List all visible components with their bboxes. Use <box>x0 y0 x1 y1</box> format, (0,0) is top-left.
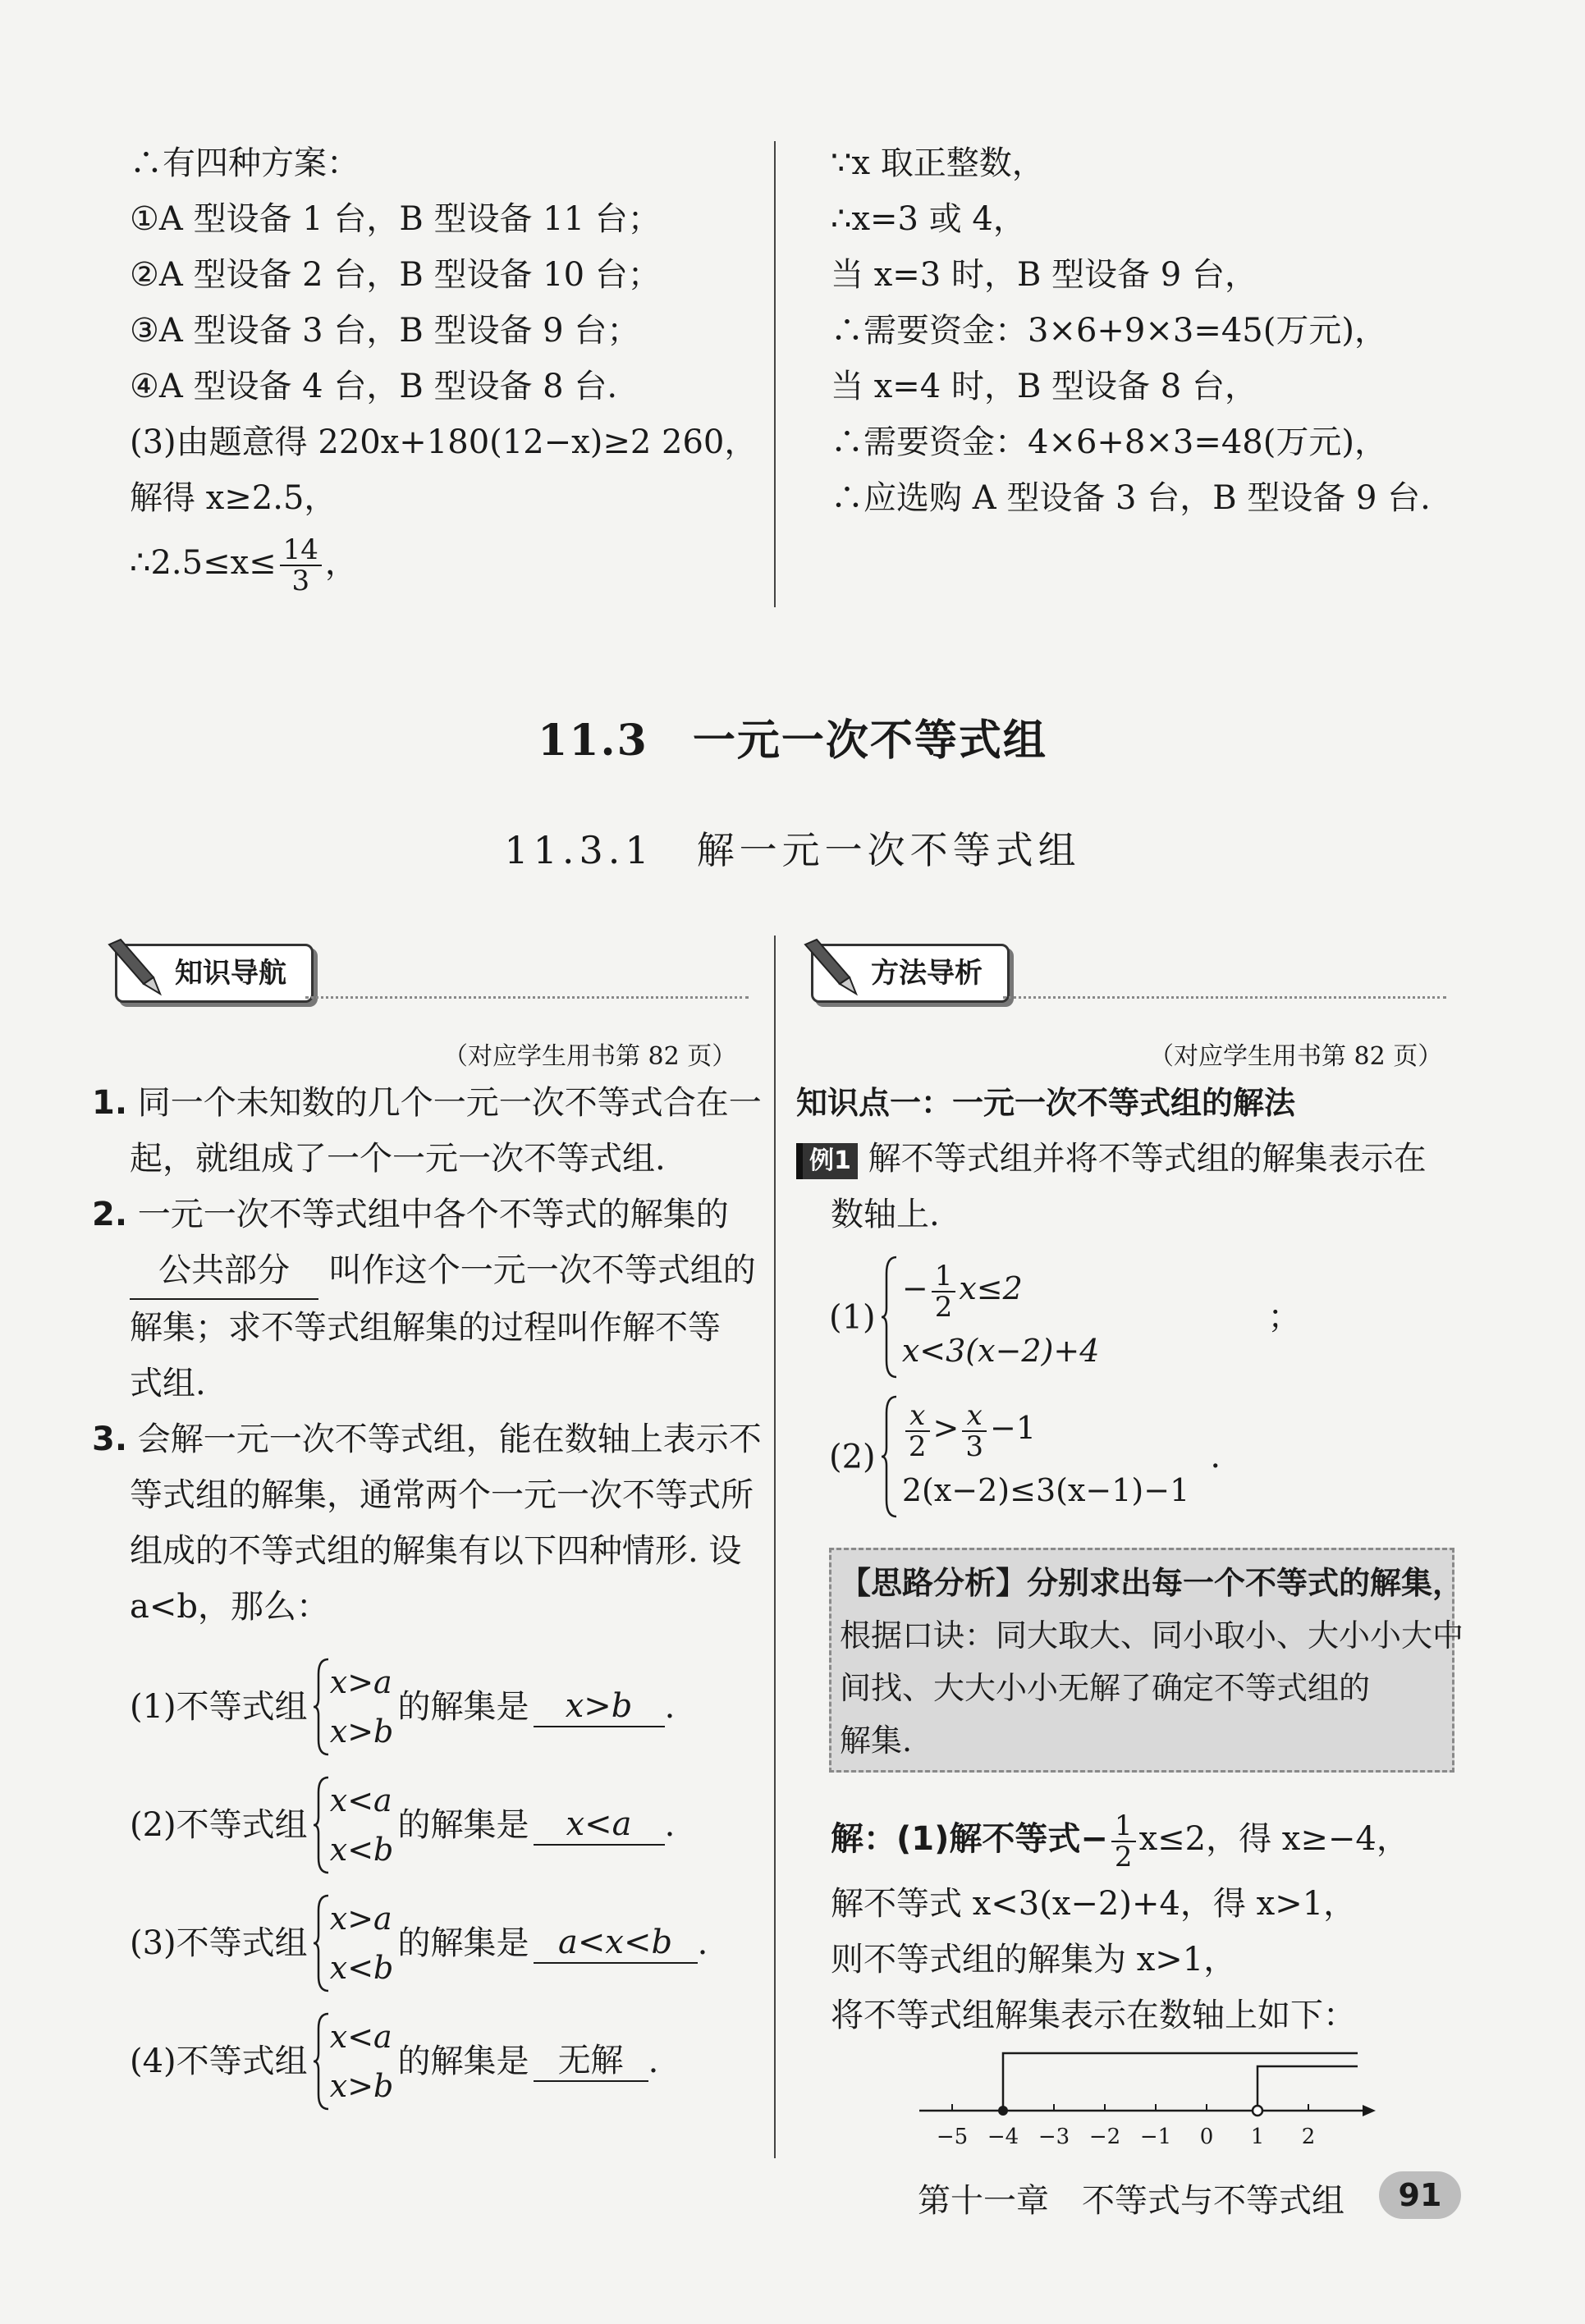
system-rows <box>330 2012 394 2111</box>
text-line: 等式组的解集，通常两个一元一次不等式所 <box>130 1476 754 1514</box>
system-rows <box>330 1894 394 1992</box>
text-line: ∵x 取正整数， <box>831 144 1045 182</box>
system-rows <box>330 1658 394 1756</box>
answer-blank: a<x<b <box>534 1923 698 1964</box>
text-line: 解得 x≥2.5， <box>130 479 337 517</box>
arrow-icon <box>1363 2105 1376 2116</box>
numerator: 1 <box>932 1261 956 1292</box>
tick-label: 2 <box>1301 2125 1316 2149</box>
solution-line-x-gt-1 <box>1257 2066 1358 2111</box>
denominator: 2 <box>934 1290 953 1324</box>
case-label: (3)不等式组 <box>130 1924 308 1962</box>
page-reference: （对应学生用书第 82 页） <box>443 1042 737 1071</box>
text: 叫作这个一元一次不等式组的 <box>328 1251 756 1289</box>
numerator: x <box>962 1401 987 1432</box>
inequality: x>a <box>329 1664 392 1700</box>
knowledge-list <box>92 1075 762 1635</box>
subsection-title: 11.3.1 解一元一次不等式组 <box>504 828 1081 872</box>
numerator: x <box>905 1401 930 1432</box>
text: 一元一次不等式组中各个不等式的解集的 <box>137 1196 729 1233</box>
text: . <box>1210 1438 1221 1476</box>
case-item <box>130 1776 708 1894</box>
inequality: x>b <box>329 2068 394 2104</box>
brace-icon <box>312 2012 330 2111</box>
text-line: a<b，那么： <box>130 1588 329 1626</box>
inequality: x<3(x−2)+4 <box>901 1332 1100 1369</box>
item-number: 3. <box>92 1420 128 1458</box>
solution-line: 则不等式组的解集为 x>1， <box>831 1941 1237 1979</box>
pen-icon <box>103 935 168 1000</box>
text: x≤2 <box>959 1270 1023 1306</box>
text-line: 解集；求不等式组解集的过程叫作解不等 <box>130 1309 721 1347</box>
dotted-rule <box>1003 996 1446 999</box>
solution <box>831 1802 1409 2043</box>
text-line: ∴需要资金：3×6+9×3=45(万元)， <box>831 312 1387 350</box>
answer-blank: 公共部分 <box>130 1242 318 1300</box>
text-line: 当 x=4 时，B 型设备 8 台， <box>831 368 1257 405</box>
text: . <box>664 1688 676 1726</box>
text-line: ∴有四种方案： <box>130 144 360 182</box>
badge-label: 方法导析 <box>871 957 983 990</box>
inequality <box>902 1395 1189 1462</box>
analysis-text: 【思路分析】分别求出每一个不等式的解集， <box>840 1565 1464 1601</box>
text-line: 起，就组成了一个一元一次不等式组. <box>130 1140 666 1178</box>
text-line: 组成的不等式组的解集有以下四种情形. 设 <box>130 1532 742 1570</box>
inequality: x>a <box>329 1901 392 1937</box>
column-divider-top <box>774 141 776 607</box>
text: . <box>697 1924 708 1962</box>
open-point <box>1253 2106 1262 2116</box>
case-label: (2)不等式组 <box>130 1806 308 1844</box>
analysis-line: 间找、大大小小无解了确定不等式组的 <box>840 1670 1371 1706</box>
text: 的解集是 <box>397 1688 529 1726</box>
inequality: x<b <box>329 1832 394 1868</box>
item-number: 1. <box>92 1084 128 1122</box>
system-rows <box>902 1395 1189 1519</box>
text-line: ④A 型设备 4 台，B 型设备 8 台. <box>130 368 618 405</box>
text-line: ∴应选购 A 型设备 3 台，B 型设备 9 台. <box>831 479 1431 517</box>
tick-label: −2 <box>1088 2125 1121 2149</box>
denominator: 2 <box>1114 1841 1133 1873</box>
inequality-system <box>312 1894 394 1992</box>
text: 会解一元一次不等式组，能在数轴上表示不 <box>137 1420 762 1458</box>
column-divider-bottom <box>774 936 776 2158</box>
page-number: 91 <box>1379 2171 1461 2219</box>
brace-icon <box>312 1894 330 1992</box>
case-item <box>130 1894 708 2012</box>
analysis-line <box>840 1557 1464 1609</box>
answer-blank: 无解 <box>534 2041 648 2082</box>
text-line <box>92 1242 757 1300</box>
tick-label: −5 <box>936 2125 969 2149</box>
text-line: (3)由题意得 220x+180(12−x)≥2 260， <box>130 423 758 461</box>
knowledge-guide-badge <box>115 944 314 1003</box>
brace-icon <box>312 1658 330 1756</box>
denominator: 3 <box>291 565 310 597</box>
text: 的解集是 <box>397 1806 529 1844</box>
text-line: ③A 型设备 3 台，B 型设备 9 台； <box>130 312 640 350</box>
solution-line: 解不等式 x<3(x−2)+4，得 x>1， <box>831 1885 1357 1923</box>
solution-line: 将不等式组解集表示在数轴上如下： <box>831 1997 1356 2034</box>
tick-label: 1 <box>1250 2125 1265 2149</box>
text-line: 当 x=3 时，B 型设备 9 台， <box>831 256 1257 294</box>
text-line: 数轴上. <box>831 1196 940 1233</box>
case-item <box>130 2012 708 2130</box>
list-item <box>92 1075 762 1131</box>
tick-label: −1 <box>1139 2125 1172 2149</box>
text: 解：(1)解不等式− <box>831 1820 1108 1858</box>
inequality: x>b <box>329 1713 394 1750</box>
top-left-column <box>130 135 757 600</box>
tick-label: −3 <box>1038 2125 1070 2149</box>
case-item <box>130 1658 708 1776</box>
text: − <box>901 1270 928 1306</box>
text: ∴2.5≤x≤ <box>130 544 277 582</box>
list-item <box>92 1411 762 1467</box>
text: . <box>648 2043 659 2080</box>
text: 的解集是 <box>397 1924 529 1962</box>
analysis-box <box>829 1548 1464 1773</box>
top-right-column <box>831 135 1431 526</box>
inequality: 2(x−2)≤3(x−1)−1 <box>901 1471 1190 1508</box>
inequality-system <box>312 2012 394 2111</box>
inequality-system-1 <box>829 1256 1301 1379</box>
page-reference: （对应学生用书第 82 页） <box>1149 1042 1443 1071</box>
text: . <box>664 1806 676 1844</box>
example <box>796 1131 1427 1242</box>
tick-label: −4 <box>987 2125 1019 2149</box>
text: 解不等式组并将不等式组的解集表示在 <box>868 1140 1427 1178</box>
solution-line <box>831 1802 1409 1876</box>
system-label: (1) <box>829 1298 876 1337</box>
text: −1 <box>989 1410 1037 1446</box>
section-title: 11.3 一元一次不等式组 <box>538 716 1047 766</box>
text-line-fraction <box>130 526 757 600</box>
case-list <box>130 1658 708 2130</box>
fraction <box>1111 1811 1136 1872</box>
brace-icon <box>880 1395 898 1518</box>
numerator: 14 <box>280 535 322 566</box>
analysis-line: 根据口诀：同大取大、同小取小、大小小大中 <box>840 1617 1464 1654</box>
fraction <box>280 535 322 596</box>
case-label: (4)不等式组 <box>130 2043 308 2080</box>
text-line: 式组. <box>130 1365 206 1402</box>
numerator: 1 <box>1111 1811 1136 1842</box>
dotted-rule <box>305 996 749 999</box>
text: 的解集是 <box>397 2043 529 2080</box>
text: ， <box>324 544 358 582</box>
case-label: (1)不等式组 <box>130 1688 308 1726</box>
pen-icon <box>799 935 864 1000</box>
badge-label: 知识导航 <box>175 957 286 990</box>
system-rows <box>330 1776 394 1874</box>
solution-line-x-ge-minus4 <box>1003 2053 1358 2111</box>
inequality-system <box>312 1658 394 1756</box>
chapter-footer: 第十一章 不等式与不等式组 <box>918 2182 1345 2220</box>
text-line: ∴x=3 或 4， <box>831 200 1026 238</box>
brace-icon <box>312 1776 330 1874</box>
list-item <box>92 1187 757 1242</box>
text: ； <box>1267 1298 1301 1337</box>
tick-label: 0 <box>1199 2125 1214 2149</box>
answer-blank: x<a <box>534 1805 665 1846</box>
inequality: x<b <box>329 1950 394 1986</box>
system-label: (2) <box>829 1438 876 1476</box>
fraction <box>932 1261 956 1322</box>
fraction <box>905 1398 930 1463</box>
text: > <box>932 1410 960 1446</box>
text: x≤2，得 x≥−4， <box>1138 1820 1409 1858</box>
denominator: 3 <box>965 1430 983 1463</box>
text-line: ②A 型设备 2 台，B 型设备 10 台； <box>130 256 661 294</box>
system-rows <box>902 1256 1100 1379</box>
analysis-content <box>831 1550 1464 1767</box>
closed-point <box>998 2106 1008 2116</box>
example-tag: 例1 <box>796 1143 858 1179</box>
inequality: x<a <box>329 1782 392 1818</box>
text-line: ①A 型设备 1 台，B 型设备 11 台； <box>130 200 661 238</box>
knowledge-point-heading: 知识点一：一元一次不等式组的解法 <box>796 1085 1296 1121</box>
inequality-system <box>312 1776 394 1874</box>
example-line <box>796 1131 1427 1187</box>
fraction <box>962 1398 987 1463</box>
inequality: x<a <box>329 2019 392 2055</box>
method-guide-badge <box>811 944 1010 1003</box>
brace-icon <box>880 1256 898 1379</box>
inequality-system-2 <box>829 1395 1221 1519</box>
denominator: 2 <box>908 1430 927 1463</box>
item-number: 2. <box>92 1196 128 1233</box>
text: 同一个未知数的几个一元一次不等式合在一 <box>137 1084 762 1122</box>
answer-blank: x>b <box>534 1686 665 1727</box>
number-line <box>919 2043 1379 2150</box>
analysis-line: 解集. <box>840 1722 913 1759</box>
inequality <box>902 1256 1100 1322</box>
text-line: ∴需要资金：4×6+8×3=48(万元)， <box>831 423 1387 461</box>
